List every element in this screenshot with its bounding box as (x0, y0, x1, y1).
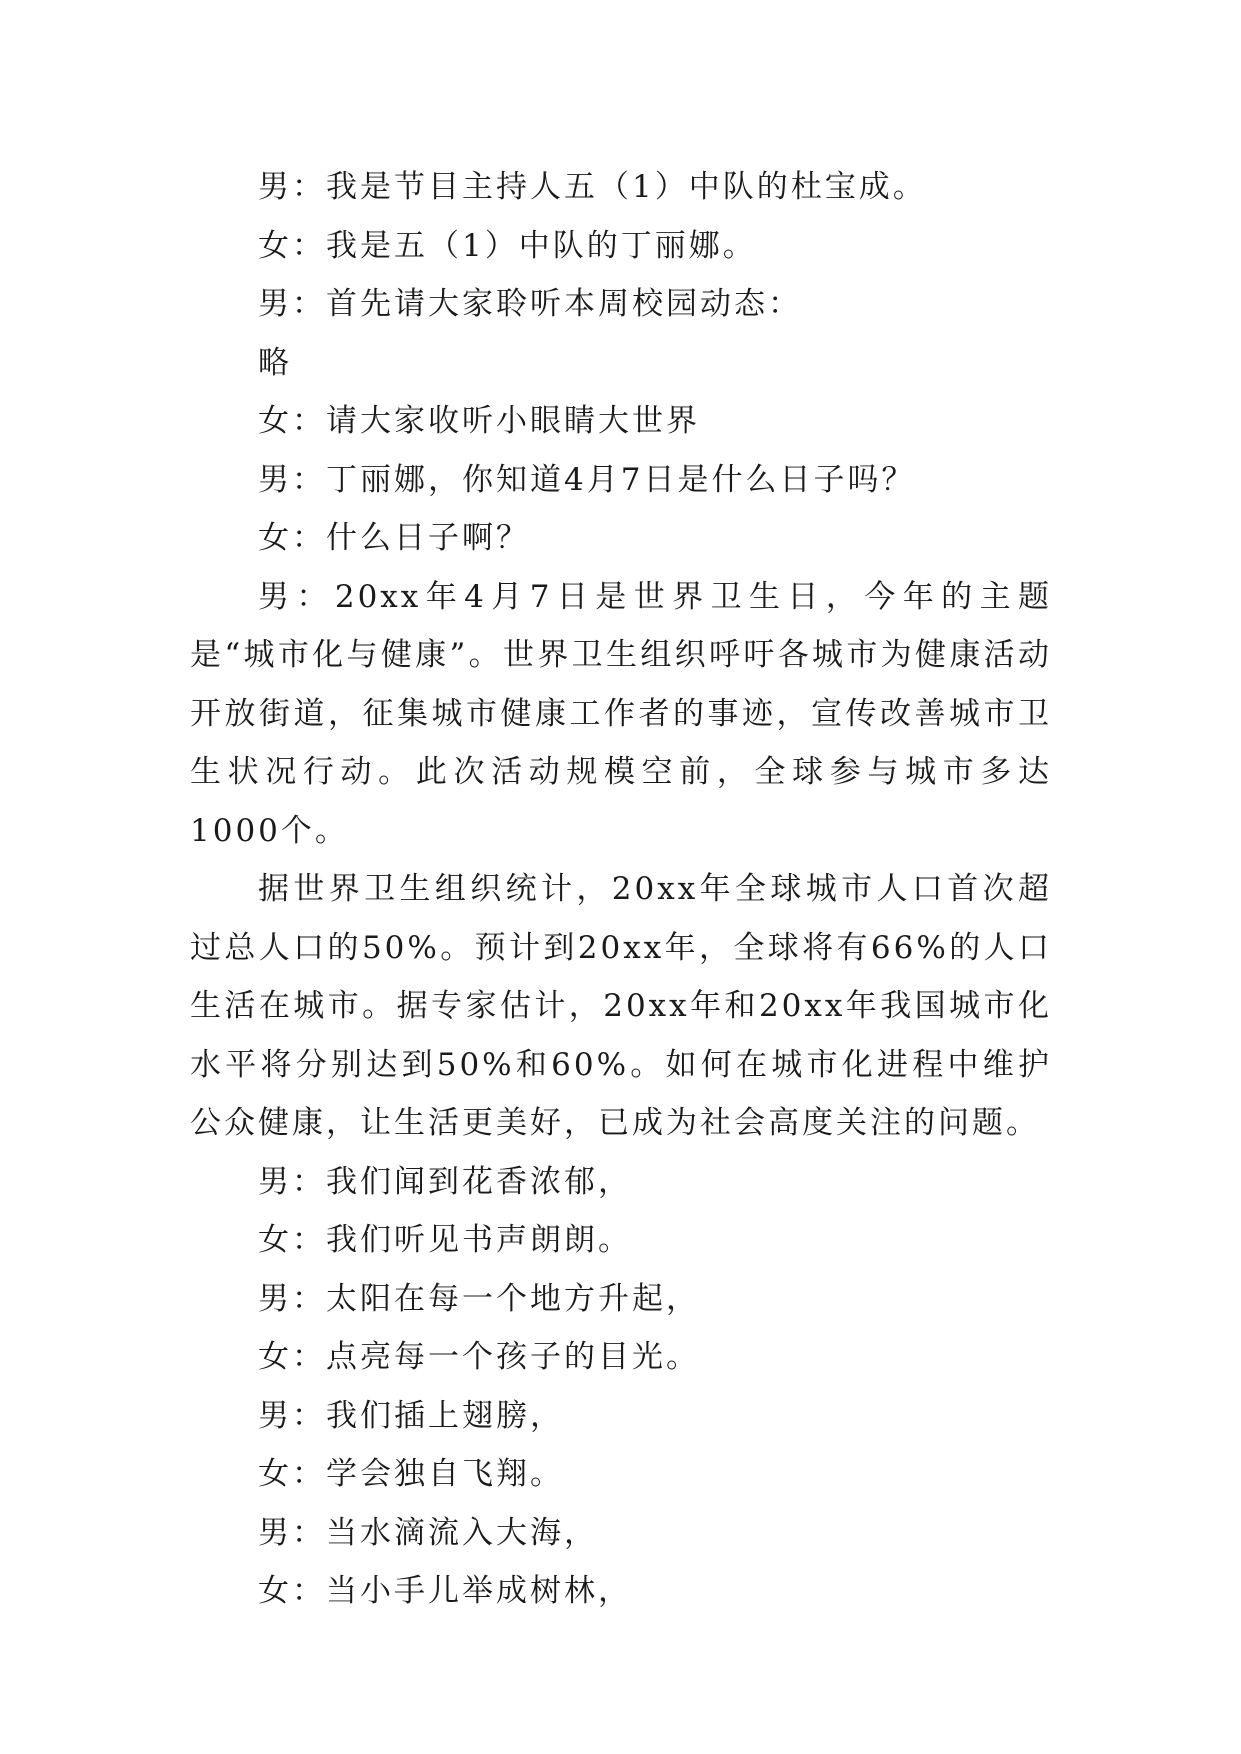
paragraph: 女：当小手儿举成树林， (258, 1573, 632, 1609)
paragraph: 女：学会独自飞翔。 (258, 1456, 564, 1492)
paragraph: 男：首先请大家聆听本周校园动态： (258, 286, 802, 322)
paragraph: 女：我是五（1）中队的丁丽娜。 (258, 227, 757, 264)
paragraph: 男：20xx年4月7日是世界卫生日，今年的主题是“城市化与健康”。世界卫生组织呼吁各城市为健康活动开放街道，征集城市健康工作者的事迹，宣传改善城市卫生状况行动。此次活动规模空前，全球参与城市多达1000个。 (190, 578, 1052, 849)
paragraph: 女：点亮每一个孩子的目光。 (258, 1339, 700, 1375)
paragraph: 男：太阳在每一个地方升起， (258, 1280, 700, 1317)
paragraph: 略 (258, 344, 292, 381)
document-body (190, 158, 1052, 1621)
paragraph: 女：我们听见书声朗朗。 (258, 1222, 632, 1258)
paragraph: 据世界卫生组织统计，20xx年全球城市人口首次超过总人口的50%。预计到20xx年，全球将有66%的人口生活在城市。据专家估计，20xx年和20xx年我国城市化水平将分别达到50%和60%。如何在城市化进程中维护公众健康，让生活更美好，已成为社会高度关注的问题。 (190, 871, 1052, 1141)
paragraph: 女：什么日子啊？ (258, 520, 530, 556)
paragraph: 男：当水滴流入大海， (258, 1514, 598, 1551)
paragraph: 女：请大家收听小眼睛大世界 (258, 403, 700, 439)
paragraph: 男：丁丽娜，你知道4月7日是什么日子吗？ (258, 461, 916, 498)
paragraph: 男：我们闻到花香浓郁， (258, 1163, 632, 1200)
paragraph: 男：我们插上翅膀， (258, 1397, 564, 1434)
paragraph: 男：我是节目主持人五（1）中队的杜宝成。 (258, 169, 927, 205)
